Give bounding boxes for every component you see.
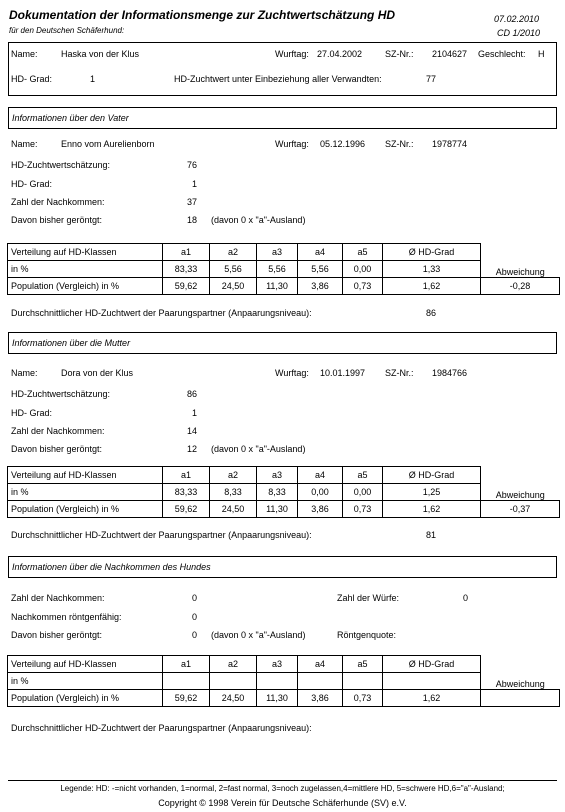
mutter-geroentgt-label: Davon bisher geröntgt: [11, 444, 103, 454]
nk-row1-c5 [343, 673, 383, 690]
mutter-nk-label: Zahl der Nachkommen: [11, 426, 105, 436]
mutter-dist-h6: Ø HD-Grad [383, 467, 481, 484]
dog-wurftag-label: Wurftag: [275, 49, 309, 59]
vater-dist-h2: a2 [210, 244, 257, 261]
nk-row1-c2 [210, 673, 257, 690]
nk-ausland: (davon 0 x "a"-Ausland) [211, 630, 306, 640]
vater-paarung-label: Durchschnittlicher HD-Zuchtwert der Paarungspartner (Anpaarungsniveau): [11, 308, 312, 318]
page-title: Dokumentation der Informationsmenge zur Zuchtwertschätzung HD [9, 8, 396, 22]
vater-geroentgt-label: Davon bisher geröntgt: [11, 215, 103, 225]
vater-sz-label: SZ-Nr.: [385, 139, 414, 149]
nk-geroentgt-label: Davon bisher geröntgt: [11, 630, 103, 640]
mutter-paarung: 81 [426, 530, 437, 540]
nk-dist-h1: a1 [163, 656, 210, 673]
nk-paarung-label: Durchschnittlicher HD-Zuchtwert der Paarungspartner (Anpaarungsniveau): [11, 723, 312, 733]
vater-row2-c3: 11,30 [257, 278, 298, 295]
nk-dist-table [7, 655, 560, 707]
vater-row2-label: Population (Vergleich) in % [8, 278, 163, 295]
vater-row2-c6: 1,62 [383, 278, 481, 295]
section-vater [8, 107, 557, 129]
vater-sz: 1978774 [432, 139, 468, 149]
mutter-row1-c1: 83,33 [163, 484, 210, 501]
mutter-dist-h2: a2 [210, 467, 257, 484]
vater-zws-label: HD-Zuchtwertschätzung: [11, 160, 111, 170]
nk-count-label: Zahl der Nachkommen: [11, 593, 105, 603]
mutter-row2-c1: 59,62 [163, 501, 210, 518]
nk-row1-c3 [257, 673, 298, 690]
vater-row1-c1: 83,33 [163, 261, 210, 278]
vater-row2-c2: 24,50 [210, 278, 257, 295]
mutter-dist-h0: Verteilung auf HD-Klassen [8, 467, 163, 484]
mutter-row2-c2: 24,50 [210, 501, 257, 518]
vater-row2-c1: 59,62 [163, 278, 210, 295]
mutter-dist-h5: a5 [343, 467, 383, 484]
nk-row1-label: in % [8, 673, 163, 690]
vater-abw: -0,28 [481, 278, 560, 295]
dog-wurftag: 27.04.2002 [317, 49, 363, 59]
mutter-zws: 86 [186, 389, 197, 399]
nk-dist-h0: Verteilung auf HD-Klassen [8, 656, 163, 673]
vater-ausland: (davon 0 x "a"-Ausland) [211, 215, 306, 225]
section-nachkommen-title: Informationen über die Nachkommen des Hundes [12, 562, 211, 572]
mutter-dist-h1: a1 [163, 467, 210, 484]
section-mutter [8, 332, 557, 354]
section-mutter-title: Informationen über die Mutter [12, 338, 131, 348]
dog-zw: 77 [426, 74, 437, 84]
vater-row1-c4: 5,56 [298, 261, 343, 278]
nk-dist-h6: Ø HD-Grad [383, 656, 481, 673]
vater-row1-c6: 1,33 [383, 261, 481, 278]
dog-name-label: Name: [11, 49, 38, 59]
vater-paarung: 86 [426, 308, 437, 318]
nk-row2-c6: 1,62 [383, 690, 481, 707]
mutter-row2-c6: 1,62 [383, 501, 481, 518]
nk-row2-c5: 0,73 [343, 690, 383, 707]
mutter-dist-h4: a4 [298, 467, 343, 484]
dog-sex-label: Geschlecht: [478, 49, 526, 59]
dog-sz: 2104627 [432, 49, 468, 59]
vater-dist-h1: a1 [163, 244, 210, 261]
mutter-sz-label: SZ-Nr.: [385, 368, 414, 378]
table-row [8, 278, 560, 295]
dog-hd-grad-label: HD- Grad: [11, 74, 53, 84]
vater-row2-c5: 0,73 [343, 278, 383, 295]
mutter-row1-c6: 1,25 [383, 484, 481, 501]
mutter-sz: 1984766 [432, 368, 468, 378]
vater-wurftag-label: Wurftag: [275, 139, 309, 149]
vater-row2-c4: 3,86 [298, 278, 343, 295]
nk-abw-label: Abweichung [495, 679, 545, 689]
nk-dist-h3: a3 [257, 656, 298, 673]
mutter-wurftag-label: Wurftag: [275, 368, 309, 378]
table-row [8, 673, 560, 690]
section-nachkommen [8, 556, 557, 578]
vater-wurftag: 05.12.1996 [320, 139, 366, 149]
dog-sex: H [538, 49, 545, 59]
vater-row1-c5: 0,00 [343, 261, 383, 278]
nk-row2-c4: 3,86 [298, 690, 343, 707]
footer-legend: Legende: HD: -=nicht vorhanden, 1=normal, 2=fast normal, 3=noch zugelassen,4=mittlere HD, 5=schwere HD,6="a"-Ausland; [60, 784, 505, 793]
mutter-name-label: Name: [11, 368, 38, 378]
nk-dist-h2: a2 [210, 656, 257, 673]
table-row [8, 244, 560, 261]
nk-row2-c1: 59,62 [163, 690, 210, 707]
nk-dist-h5: a5 [343, 656, 383, 673]
vater-nk-label: Zahl der Nachkommen: [11, 197, 105, 207]
nk-row2-label: Population (Vergleich) in % [8, 690, 163, 707]
mutter-row2-c5: 0,73 [343, 501, 383, 518]
mutter-name: Dora von der Klus [61, 368, 134, 378]
vater-row1-c3: 5,56 [257, 261, 298, 278]
nk-row1-c4 [298, 673, 343, 690]
mutter-hd-label: HD- Grad: [11, 408, 53, 418]
mutter-hd: 1 [191, 408, 197, 418]
mutter-row2-c4: 3,86 [298, 501, 343, 518]
vater-dist-h3: a3 [257, 244, 298, 261]
dog-hd-grad: 1 [90, 74, 96, 84]
vater-name-label: Name: [11, 139, 38, 149]
mutter-paarung-label: Durchschnittlicher HD-Zuchtwert der Paarungspartner (Anpaarungsniveau): [11, 530, 312, 540]
dog-zw-label: HD-Zuchtwert unter Einbeziehung aller Verwandten: [174, 74, 382, 84]
mutter-row1-label: in % [8, 484, 163, 501]
nk-count: 0 [191, 593, 197, 603]
nk-rf-label: Nachkommen röntgenfähig: [11, 612, 122, 622]
page-subtitle: für den Deutschen Schäferhund: [9, 26, 125, 35]
table-row [8, 467, 560, 484]
vater-geroentgt: 18 [186, 215, 197, 225]
mutter-abw-label: Abweichung [495, 490, 545, 500]
mutter-zws-label: HD-Zuchtwertschätzung: [11, 389, 111, 399]
mutter-row2-label: Population (Vergleich) in % [8, 501, 163, 518]
vater-dist-h6: Ø HD-Grad [383, 244, 481, 261]
mutter-abw: -0,37 [481, 501, 560, 518]
table-row [8, 261, 560, 278]
mutter-ausland: (davon 0 x "a"-Ausland) [211, 444, 306, 454]
mutter-row1-c2: 8,33 [210, 484, 257, 501]
vater-row1-c2: 5,56 [210, 261, 257, 278]
nk-row2-c3: 11,30 [257, 690, 298, 707]
nk-quote-label: Röntgenquote: [337, 630, 397, 640]
nk-abw [481, 690, 560, 707]
dog-sz-label: SZ-Nr.: [385, 49, 414, 59]
vater-row1-label: in % [8, 261, 163, 278]
table-row [8, 501, 560, 518]
mutter-dist-table [7, 466, 560, 518]
nk-wuerfe: 0 [463, 593, 469, 603]
vater-dist-h0: Verteilung auf HD-Klassen [8, 244, 163, 261]
vater-hd: 1 [191, 179, 197, 189]
mutter-wurftag: 10.01.1997 [320, 368, 366, 378]
mutter-row1-c4: 0,00 [298, 484, 343, 501]
vater-dist-h5: a5 [343, 244, 383, 261]
table-row [8, 656, 560, 673]
vater-dist-table [7, 243, 560, 295]
mutter-row1-c5: 0,00 [343, 484, 383, 501]
vater-nk: 37 [186, 197, 197, 207]
vater-dist-h4: a4 [298, 244, 343, 261]
vater-abw-label: Abweichung [495, 267, 545, 277]
table-row [8, 690, 560, 707]
nk-row1-c6 [383, 673, 481, 690]
mutter-nk: 14 [186, 426, 197, 436]
nk-row1-c1 [163, 673, 210, 690]
nk-wuerfe-label: Zahl der Würfe: [337, 593, 400, 603]
nk-row2-c2: 24,50 [210, 690, 257, 707]
section-vater-title: Informationen über den Vater [12, 113, 129, 123]
mutter-row1-c3: 8,33 [257, 484, 298, 501]
nk-rf: 0 [191, 612, 197, 622]
nk-geroentgt: 0 [191, 630, 197, 640]
vater-hd-label: HD- Grad: [11, 179, 53, 189]
footer-divider [8, 780, 557, 781]
cd-version: CD 1/2010 [497, 28, 541, 38]
table-row [8, 484, 560, 501]
mutter-geroentgt: 12 [186, 444, 197, 454]
vater-name: Enno vom Aurelienborn [61, 139, 155, 149]
vater-zws: 76 [186, 160, 197, 170]
nk-dist-h4: a4 [298, 656, 343, 673]
dog-name: Haska von der Klus [61, 49, 140, 59]
document-date: 07.02.2010 [494, 14, 540, 24]
mutter-dist-h3: a3 [257, 467, 298, 484]
mutter-row2-c3: 11,30 [257, 501, 298, 518]
footer-copyright: Copyright © 1998 Verein für Deutsche Schäferhunde (SV) e.V. [158, 798, 407, 808]
